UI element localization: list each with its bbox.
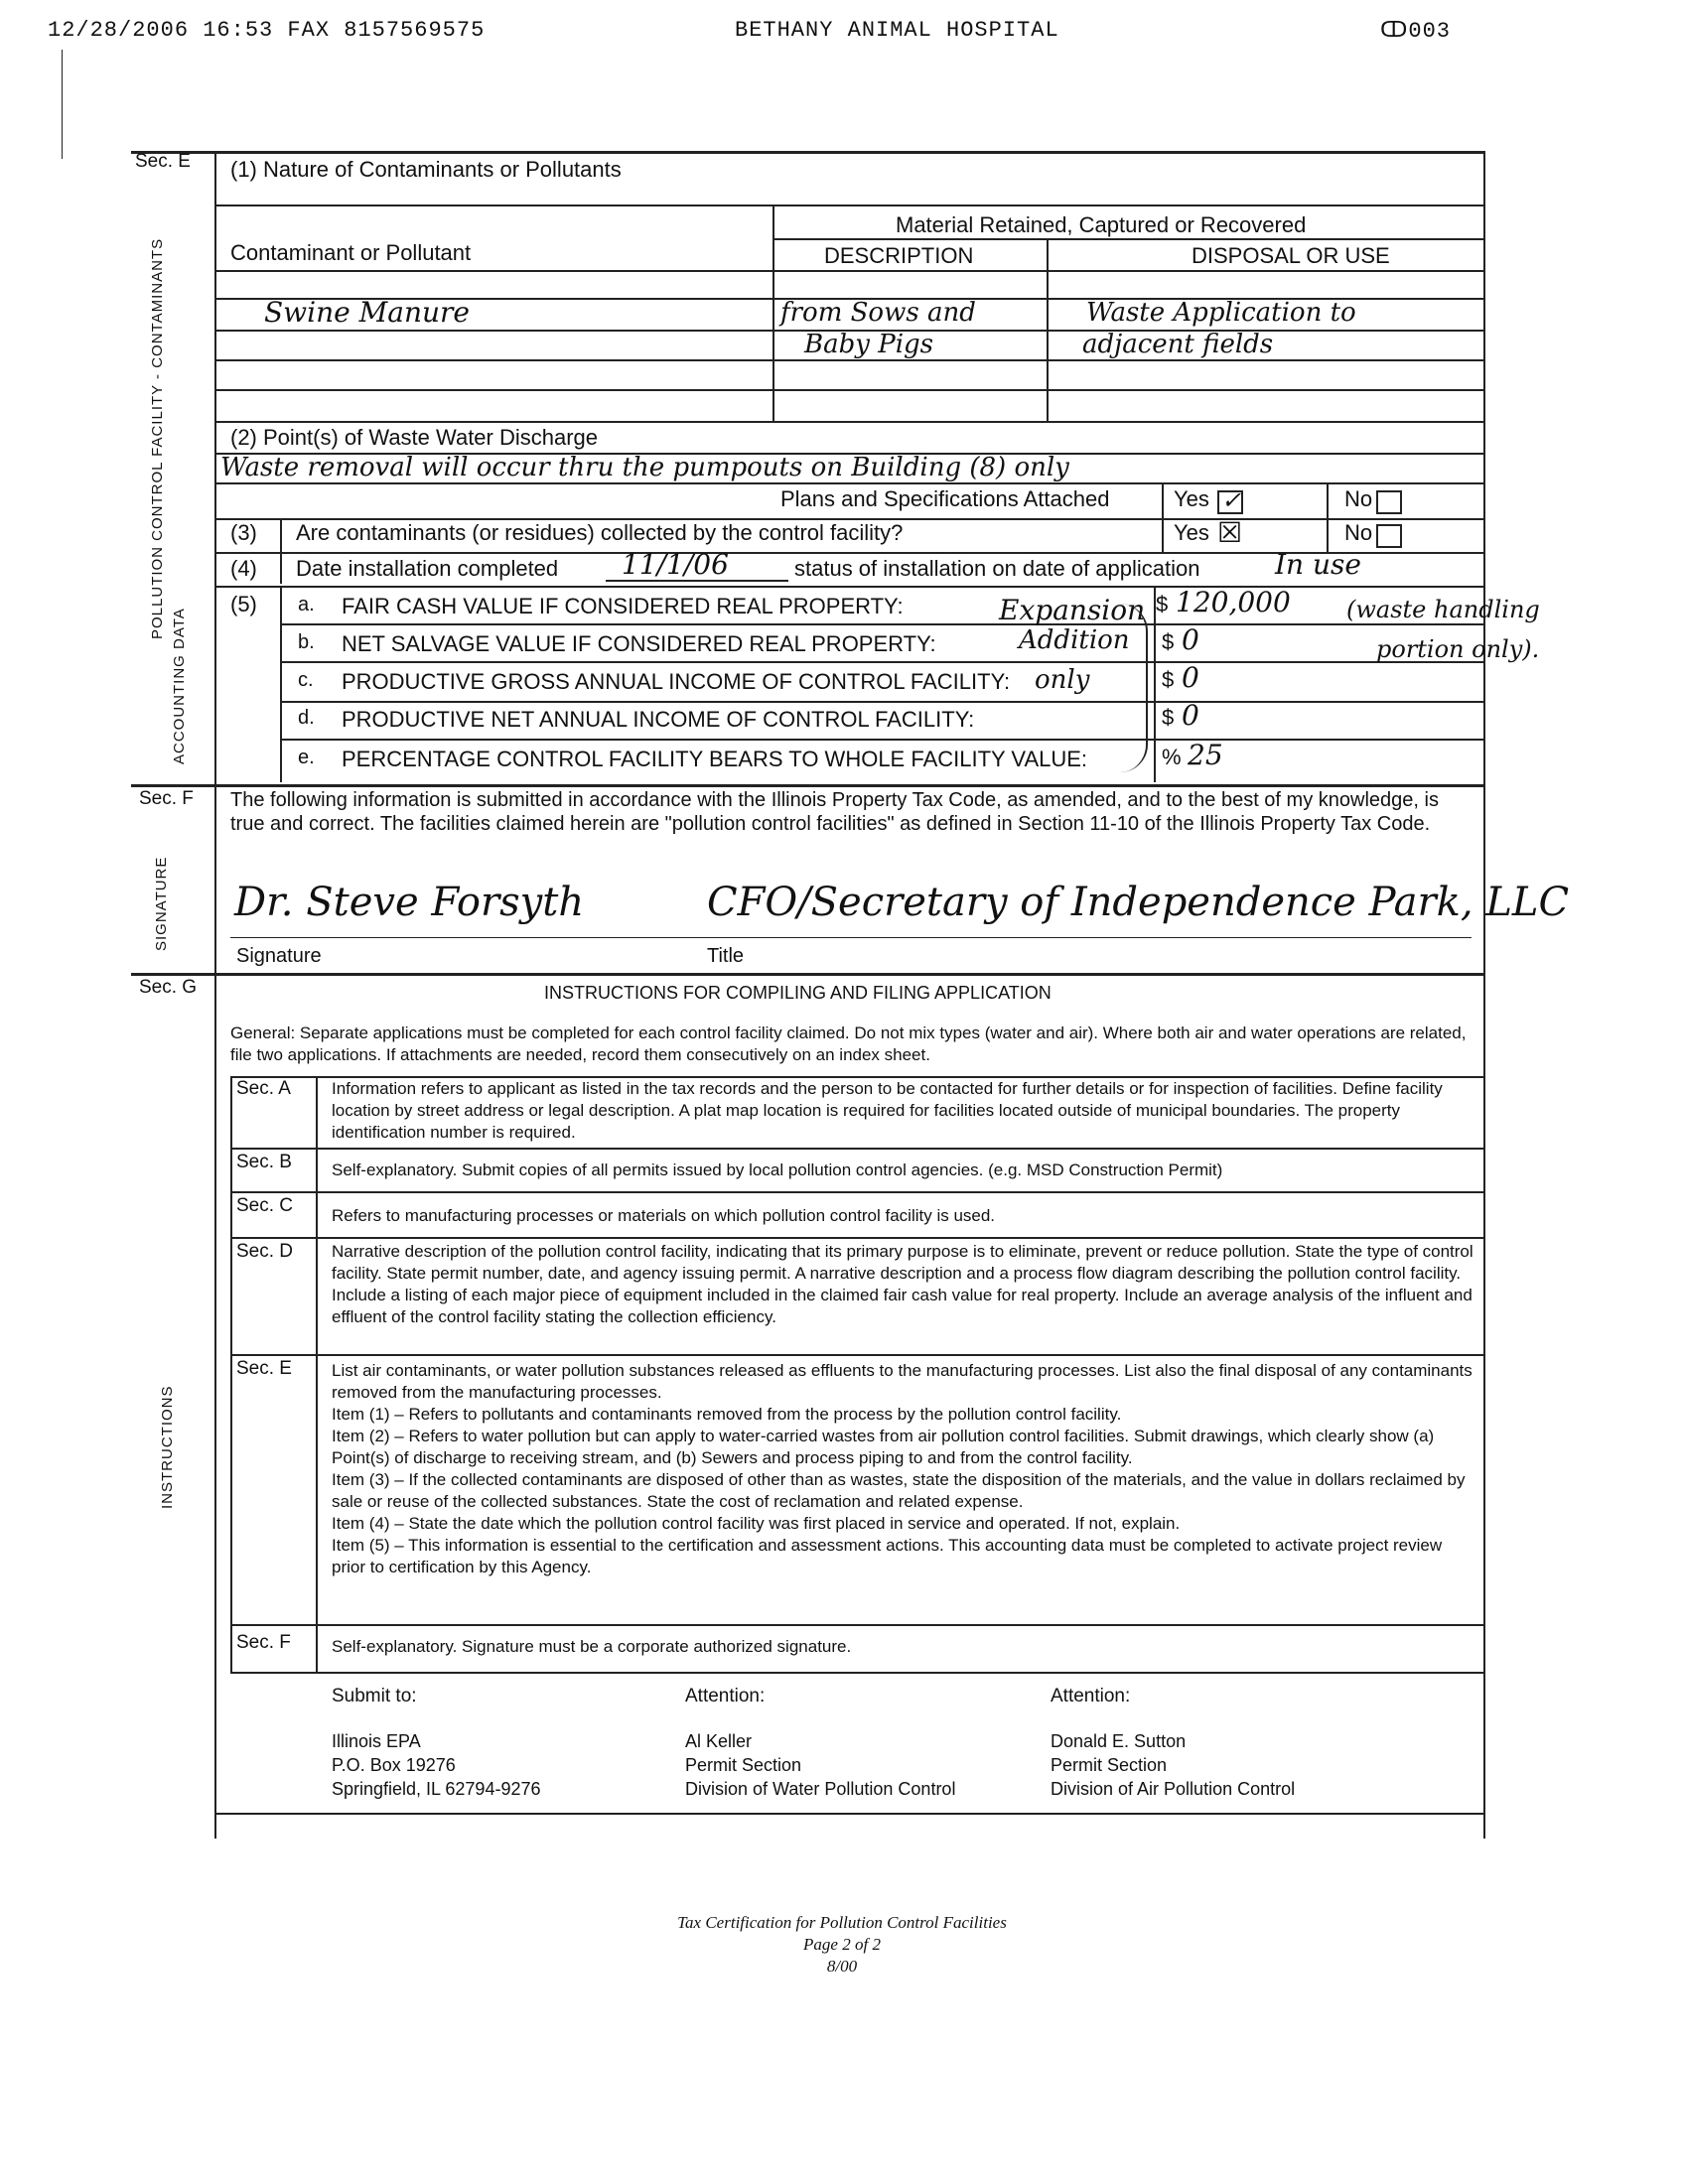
side-label-signature: SIGNATURE [153,856,170,951]
addr1-line2: P.O. Box 19276 [332,1755,456,1775]
instr-sec-a-text: Information refers to applicant as listed in the tax records and the person to be contacted for further details or for inspection of facilities. Define facility location by street address or legal description. A plat map location is required for facilities located outside of municipal boundaries. The property identification number is required. [332,1079,1443,1142]
col-contaminant: Contaminant or Pollutant [230,240,472,265]
acct-a-text: FAIR CASH VALUE IF CONSIDERED REAL PROPERTY: [342,594,904,618]
addr1-line1: Illinois EPA [332,1731,421,1751]
attention-label-1: Attention: [685,1686,766,1706]
acct-a-value: 120,000 [1176,586,1291,618]
signature-label: Signature [236,945,322,967]
instr-sec-b-text: Self-explanatory. Submit copies of all permits issued by local pollution control agencies. (e.g. MSD Construction Permit) [332,1160,1223,1179]
instr-rule [230,1237,1483,1239]
plans-no-checkbox[interactable] [1376,490,1402,514]
instr-sec-e-label: Sec. E [236,1358,292,1379]
q3-no-label: No [1344,520,1373,545]
table-rule [214,205,1483,206]
table-rule [1047,238,1049,421]
footer-version: 8/00 [826,1957,858,1976]
instr-sec-f-label: Sec. F [236,1632,291,1653]
q4-status-text: status of installation on date of application [794,556,1200,581]
table-rule [214,482,1483,484]
plans-no-label: No [1344,486,1373,511]
acct-d-prefix: $ [1162,705,1175,730]
addr2-line2: Permit Section [685,1755,802,1775]
acct-c-prefix: $ [1162,667,1175,692]
q4-num: (4) [230,556,257,581]
title-label: Title [707,945,745,967]
acct-d-text: PRODUCTIVE NET ANNUAL INCOME OF CONTROL FACILITY: [342,707,975,732]
side-label-instructions: INSTRUCTIONS [159,1385,176,1509]
item2-title: (2) Point(s) of Waste Water Discharge [230,425,599,450]
q3-yes-checkbox[interactable]: ☒ [1217,517,1243,548]
acct-e-value: 25 [1188,739,1223,771]
acct-e-prefix: % [1162,745,1182,769]
plans-label: Plans and Specifications Attached [780,486,1110,511]
table-rule [280,661,1483,663]
sec-g-top-border [131,973,1485,976]
row1-description: from Sows and [780,298,976,328]
title-value: CFO/Secretary of Independence Park, LLC [707,880,1570,925]
table-rule [280,739,1483,741]
material-header: Material Retained, Captured or Recovered [896,212,1307,237]
side-label-contaminants: POLLUTION CONTROL FACILITY - CONTAMINANTS [149,237,166,639]
row1-contaminant: Swine Manure [264,296,470,329]
sec-g-heading: INSTRUCTIONS FOR COMPILING AND FILING APPLICATION [544,983,1052,1003]
instr-rule [230,1672,1483,1674]
fax-sender: BETHANY ANIMAL HOSPITAL [735,18,1059,43]
side-label-accounting: ACCOUNTING DATA [171,608,188,764]
acct-e-text: PERCENTAGE CONTROL FACILITY BEARS TO WHOLE FACILITY VALUE: [342,747,1088,771]
instr-rule [230,1148,1483,1150]
sec-e-label: Sec. E [135,151,191,172]
table-rule [280,518,282,584]
instr-sec-e-text: List air contaminants, or water pollution substances released as effluents to the manufacturing processes. List also the final disposal of any contaminants removed from the manufacturing processes. Item (1) – Refers to pollutants and contaminants removed from the process by the pollution control facility. Item (2) – Refers to water pollution but can apply to water-carried wastes from air pollution control facilities. Submit drawings, which clearly show (a) Point(s) of discharge to receiving stream, and (b) Sewers and process piping to and from the control facility. Item (3) – If the collected contaminants are disposed of other than as wastes, state the disposition of the materials, and the value in dollars reclaimed by sale or reuse of the collected substances. State the cost of reclamation and related expense. Item (4) – State the date which the pollution control facility was first placed in service and operated. If not, explain. Item (5) – This information is essential to the certification and assessment actions. This accounting data must be completed to activate project review prior to certification by this Agency. [332,1361,1473,1576]
form-right-rule [1483,151,1485,1839]
instr-sec-d-text: Narrative description of the pollution control facility, indicating that its primary purpose is to eliminate, prevent or reduce pollution. State the type of control facility. State permit number, date, and agency issuing permit. A narrative description and a process flow diagram describing the pollution control facility. Include a listing of each major piece of equipment included in the claimed fair cash value for real property. Include an average analysis of the influent and effluent of the control facility stating the collection efficiency. [332,1242,1474,1326]
item2-value: Waste removal will occur thru the pumpouts on Building (8) only [220,453,1069,482]
form-top-border [131,151,1485,154]
q5-num: (5) [230,592,257,616]
col-disposal: DISPOSAL OR USE [1192,243,1390,268]
instr-rule [230,1354,1483,1356]
instr-sec-a-label: Sec. A [236,1078,291,1099]
form-bottom-border [214,1813,1485,1815]
acct-c-letter: c. [298,669,314,691]
note-only: only [1035,665,1090,695]
acct-a-letter: a. [298,594,315,615]
acct-b-text: NET SALVAGE VALUE IF CONSIDERED REAL PROPERTY: [342,631,936,656]
form-left-rule [214,151,216,1839]
instr-rule [316,1076,318,1672]
submit-to-label: Submit to: [332,1686,417,1706]
col-description: DESCRIPTION [824,243,974,268]
addr3-line1: Donald E. Sutton [1051,1731,1187,1751]
instr-sec-d-label: Sec. D [236,1241,294,1262]
fax-datetime: 12/28/2006 16:53 FAX 8157569575 [48,18,486,43]
acct-b-value: 0 [1182,623,1199,656]
q4-date: 11/1/06 [622,548,729,581]
table-rule [214,359,1483,361]
row2-disposal: adjacent fields [1082,330,1274,359]
sec-g-general: General: Separate applications must be completed for each control facility claimed. Do not mix types (water and air). Where both air and water operations are related, file two applications. If attachments are needed, record them consecutively on an index sheet. [230,1024,1467,1064]
q4-text: Date installation completed [296,556,559,581]
signature-line [230,937,1472,938]
sec-g-label: Sec. G [139,977,198,998]
note-expansion: Expansion [999,594,1146,626]
instr-rule [230,1076,232,1672]
plans-yes-checkbox[interactable]: ✓ [1217,490,1243,514]
table-rule [1154,586,1156,782]
bracket-mark [1120,604,1148,772]
table-rule [772,238,1483,240]
acct-c-text: PRODUCTIVE GROSS ANNUAL INCOME OF CONTROL FACILITY: [342,669,1011,694]
instr-sec-c-label: Sec. C [236,1195,294,1216]
acct-c-value: 0 [1182,661,1199,694]
sec-f-statement: The following information is submitted in accordance with the Illinois Property Tax Code, as amended, and to the best of my knowledge, is true and correct. The facilities claimed herein are "pollution control facilities" as defined in Section 11-10 of the Illinois Property Tax Code. [230,789,1439,835]
addr2-line1: Al Keller [685,1731,753,1751]
sec-f-top-border [131,784,1485,787]
addr3-line3: Division of Air Pollution Control [1051,1779,1296,1799]
q3-num: (3) [230,520,257,545]
addr1-line3: Springfield, IL 62794-9276 [332,1779,541,1799]
table-rule [280,586,282,782]
fax-page-mark: ↀ003 [1380,19,1451,44]
acct-b-prefix: $ [1162,629,1175,654]
instr-sec-c-text: Refers to manufacturing processes or materials on which pollution control facility is used. [332,1206,996,1225]
table-rule [772,205,774,421]
acct-e-letter: e. [298,747,315,768]
acct-b-letter: b. [298,631,315,653]
addr2-line3: Division of Water Pollution Control [685,1779,956,1799]
note-portion: portion only). [1376,635,1540,663]
plans-yes-label: Yes [1174,486,1209,511]
table-rule [280,701,1483,703]
table-rule [214,389,1483,391]
q3-no-checkbox[interactable] [1376,524,1402,548]
instr-rule [230,1191,1483,1193]
margin-rule [62,50,63,159]
note-waste: (waste handling [1346,596,1540,623]
sec-f-label: Sec. F [139,788,194,809]
q3-yes-label: Yes [1174,520,1209,545]
table-rule [214,421,1483,423]
signature-value: Dr. Steve Forsyth [234,880,585,925]
addr3-line2: Permit Section [1051,1755,1168,1775]
row2-description: Baby Pigs [804,330,933,359]
attention-label-2: Attention: [1051,1686,1131,1706]
footer-page: Page 2 of 2 [803,1935,881,1954]
instr-sec-f-text: Self-explanatory. Signature must be a corporate authorized signature. [332,1637,852,1656]
note-addition: Addition [1019,625,1130,655]
table-rule [214,270,1483,272]
acct-d-value: 0 [1182,699,1199,732]
instr-rule [230,1624,1483,1626]
row1-disposal: Waste Application to [1086,298,1356,328]
table-rule [214,586,1483,588]
date-underline [606,580,788,582]
instr-sec-b-label: Sec. B [236,1152,292,1172]
q4-status-value: In use [1275,548,1361,581]
acct-a-prefix: $ [1156,592,1169,616]
acct-d-letter: d. [298,707,315,729]
item1-title: (1) Nature of Contaminants or Pollutants [230,157,622,182]
q3-text: Are contaminants (or residues) collected by the control facility? [296,520,904,545]
table-rule [280,623,1483,625]
footer-title: Tax Certification for Pollution Control Facilities [677,1913,1007,1932]
